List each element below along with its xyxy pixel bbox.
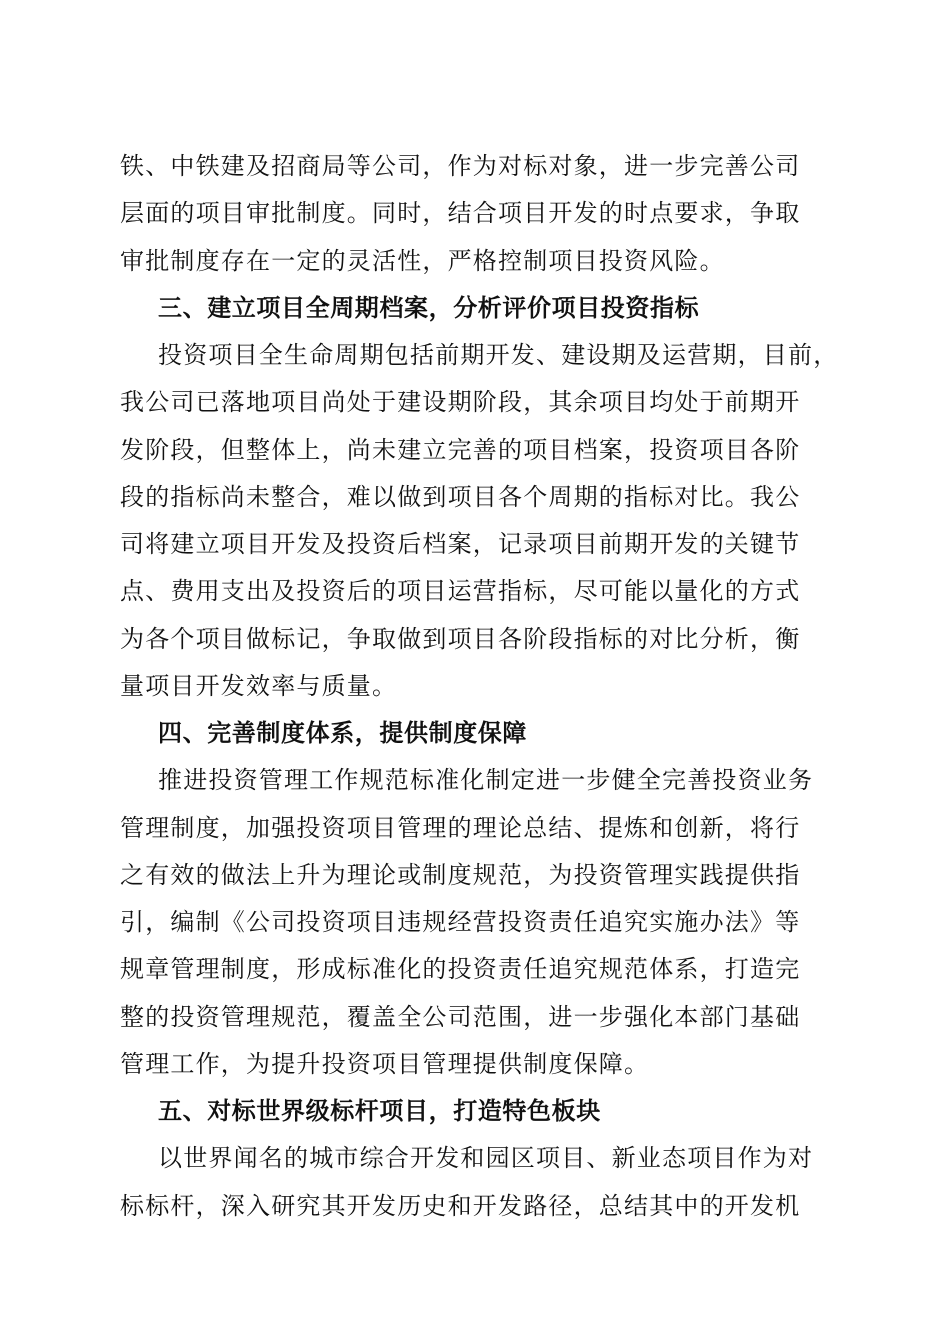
paragraph-line: 之有效的做法上升为理论或制度规范，为投资管理实践提供指 bbox=[120, 860, 801, 889]
section-heading: 五、对标世界级标杆项目，打造特色板块 bbox=[158, 1097, 601, 1125]
paragraph-line: 投资项目全生命周期包括前期开发、建设期及运营期，目前， bbox=[158, 341, 839, 369]
paragraph-line: 规章管理制度，形成标准化的投资责任追究规范体系，打造完 bbox=[120, 955, 801, 984]
document-body bbox=[120, 143, 839, 1230]
paragraph-line: 发阶段，但整体上，尚未建立完善的项目档案，投资项目各阶 bbox=[120, 435, 801, 464]
paragraph-line: 整的投资管理规范，覆盖全公司范围，进一步强化本部门基础 bbox=[120, 1002, 801, 1031]
paragraph-line: 段的指标尚未整合，难以做到项目各个周期的指标对比。我公 bbox=[120, 482, 801, 511]
section-heading: 四、完善制度体系，提供制度保障 bbox=[158, 719, 527, 747]
paragraph-line: 审批制度存在一定的灵活性，严格控制项目投资风险。 bbox=[120, 246, 725, 275]
paragraph-line: 铁、中铁建及招商局等公司，作为对标对象，进一步完善公司 bbox=[120, 152, 801, 180]
paragraph-line: 量项目开发效率与质量。 bbox=[120, 671, 398, 700]
paragraph-line: 推进投资管理工作规范标准化制定进一步健全完善投资业务 bbox=[158, 766, 814, 795]
section-heading: 三、建立项目全周期档案，分析评价项目投资指标 bbox=[158, 293, 700, 322]
paragraph-line: 管理工作，为提升投资项目管理提供制度保障。 bbox=[120, 1049, 650, 1078]
paragraph-line: 管理制度，加强投资项目管理的理论总结、提炼和创新，将行 bbox=[120, 813, 801, 842]
paragraph-line: 我公司已落地项目尚处于建设期阶段，其余项目均处于前期开 bbox=[120, 388, 801, 417]
paragraph-line: 层面的项目审批制度。同时，结合项目开发的时点要求，争取 bbox=[120, 199, 801, 228]
paragraph-line: 司将建立项目开发及投资后档案，记录项目前期开发的关键节 bbox=[120, 530, 801, 558]
paragraph-line: 为各个项目做标记，争取做到项目各阶段指标的对比分析，衡 bbox=[120, 624, 801, 653]
paragraph-line: 点、费用支出及投资后的项目运营指标，尽可能以量化的方式 bbox=[120, 577, 801, 606]
paragraph-line: 标标杆，深入研究其开发历史和开发路径，总结其中的开发机 bbox=[120, 1191, 801, 1220]
paragraph-line: 引，编制《公司投资项目违规经营投资责任追究实施办法》等 bbox=[120, 908, 801, 936]
paragraph-line: 以世界闻名的城市综合开发和园区项目、新业态项目作为对 bbox=[158, 1144, 814, 1173]
